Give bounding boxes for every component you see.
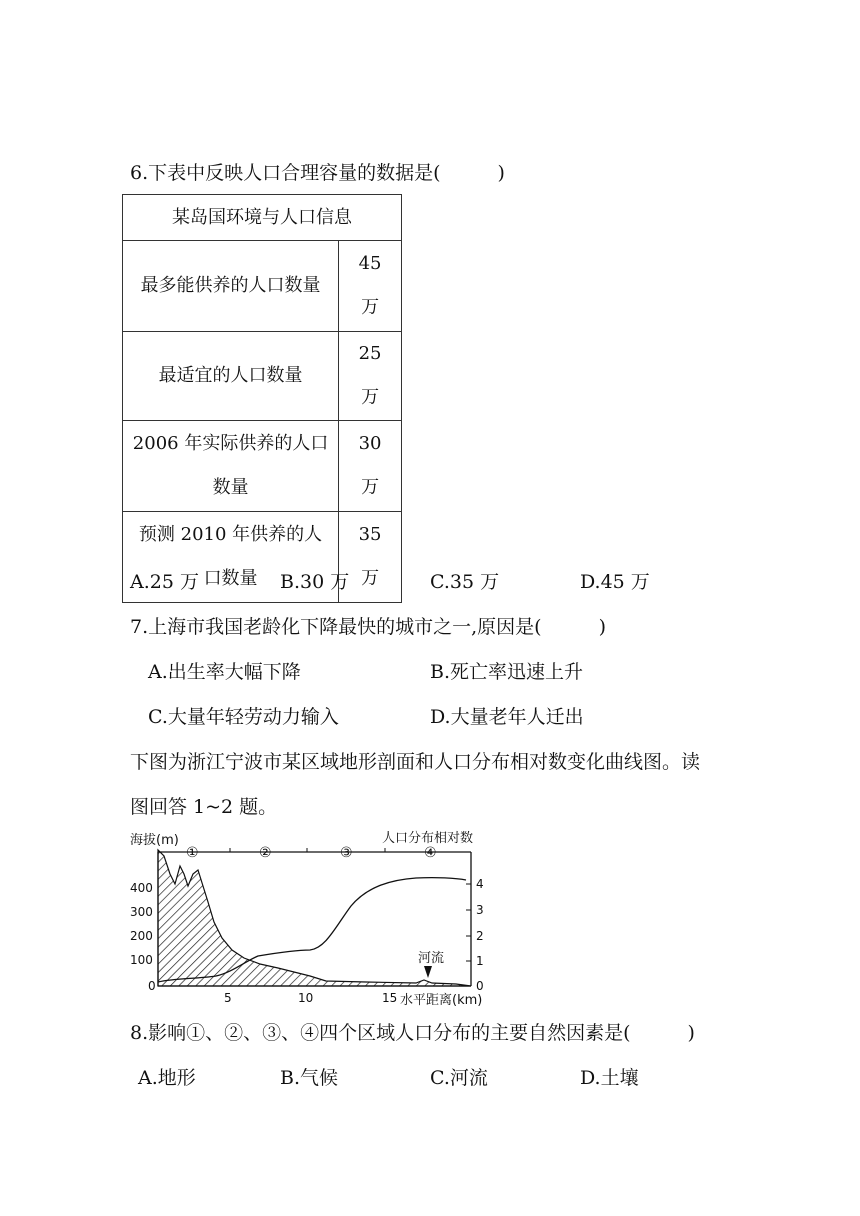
left-axis-label: 海拔(m): [130, 833, 179, 848]
table-cell-label: 最适宜的人口数量: [158, 365, 303, 386]
q7-option-a: A.出生率大幅下降: [148, 661, 301, 683]
q6-option-a: A.25 万: [130, 571, 199, 593]
right-tick-label: 0: [476, 979, 484, 993]
table-row: [123, 241, 402, 332]
table-row: [123, 421, 402, 512]
right-tick-label: 1: [476, 954, 484, 968]
left-tick-label: 200: [130, 929, 153, 943]
q7-option-d: D.大量老年人迁出: [430, 706, 584, 728]
q7-stem: 7.上海市我国老龄化下降最快的城市之一,原因是( ): [130, 616, 606, 638]
river-label: 河流: [418, 951, 445, 966]
region-label: ①: [186, 845, 199, 861]
table-cell-label: 2006 年实际供养的人口数量: [132, 433, 329, 498]
q6-stem: 6.下表中反映人口合理容量的数据是( ): [130, 162, 505, 184]
river-marker: [424, 966, 432, 978]
region-label: ③: [340, 845, 353, 861]
environment-population-table: [122, 194, 402, 603]
intro-line-1: 下图为浙江宁波市某区域地形剖面和人口分布相对数变化曲线图。读: [130, 751, 701, 773]
table-cell-label: 预测 2010 年供养的人口数量: [138, 524, 323, 589]
q6-option-b: B.30 万: [280, 571, 350, 593]
q7-option-b: B.死亡率迅速上升: [430, 661, 584, 683]
q8-option-b: B.气候: [280, 1067, 339, 1089]
left-tick-label: 300: [130, 905, 153, 919]
region-label: ②: [259, 845, 272, 861]
left-tick-label: 100: [130, 953, 153, 967]
q8-option-c: C.河流: [430, 1067, 488, 1089]
left-tick-label: 400: [130, 881, 153, 895]
table-header: 某岛国环境与人口信息: [123, 195, 402, 241]
table-cell-label: 最多能供养的人口数量: [140, 275, 321, 296]
right-tick-label: 3: [476, 903, 484, 917]
x-axis-label: 水平距离(km): [400, 993, 483, 1008]
q8-option-d: D.土壤: [580, 1067, 639, 1089]
q6-option-d: D.45 万: [580, 571, 650, 593]
table-cell-value: 45 万: [339, 241, 402, 332]
right-tick-label: 4: [476, 877, 484, 891]
right-tick-label: 2: [476, 929, 484, 943]
q6-option-c: C.35 万: [430, 571, 500, 593]
x-tick-label: 10: [298, 991, 314, 1005]
table-row: [123, 332, 402, 421]
table-cell-value: 35 万: [339, 512, 402, 603]
table-header-row: [123, 195, 402, 241]
right-axis-label: 人口分布相对数: [382, 831, 474, 846]
intro-line-2: 图回答 1~2 题。: [130, 796, 278, 818]
q8-stem: 8.影响①、②、③、④四个区域人口分布的主要自然因素是( ): [130, 1022, 695, 1044]
table-cell-value: 30 万: [339, 421, 402, 512]
q8-option-a: A.地形: [138, 1067, 196, 1089]
x-tick-label: 5: [224, 991, 232, 1005]
table-cell-value: 25 万: [339, 332, 402, 421]
x-tick-label: 15: [382, 991, 398, 1005]
left-tick-label: 0: [148, 979, 156, 993]
region-label: ④: [424, 845, 437, 861]
terrain-population-profile-figure: [126, 826, 506, 1011]
q7-option-c: C.大量年轻劳动力输入: [148, 706, 339, 728]
